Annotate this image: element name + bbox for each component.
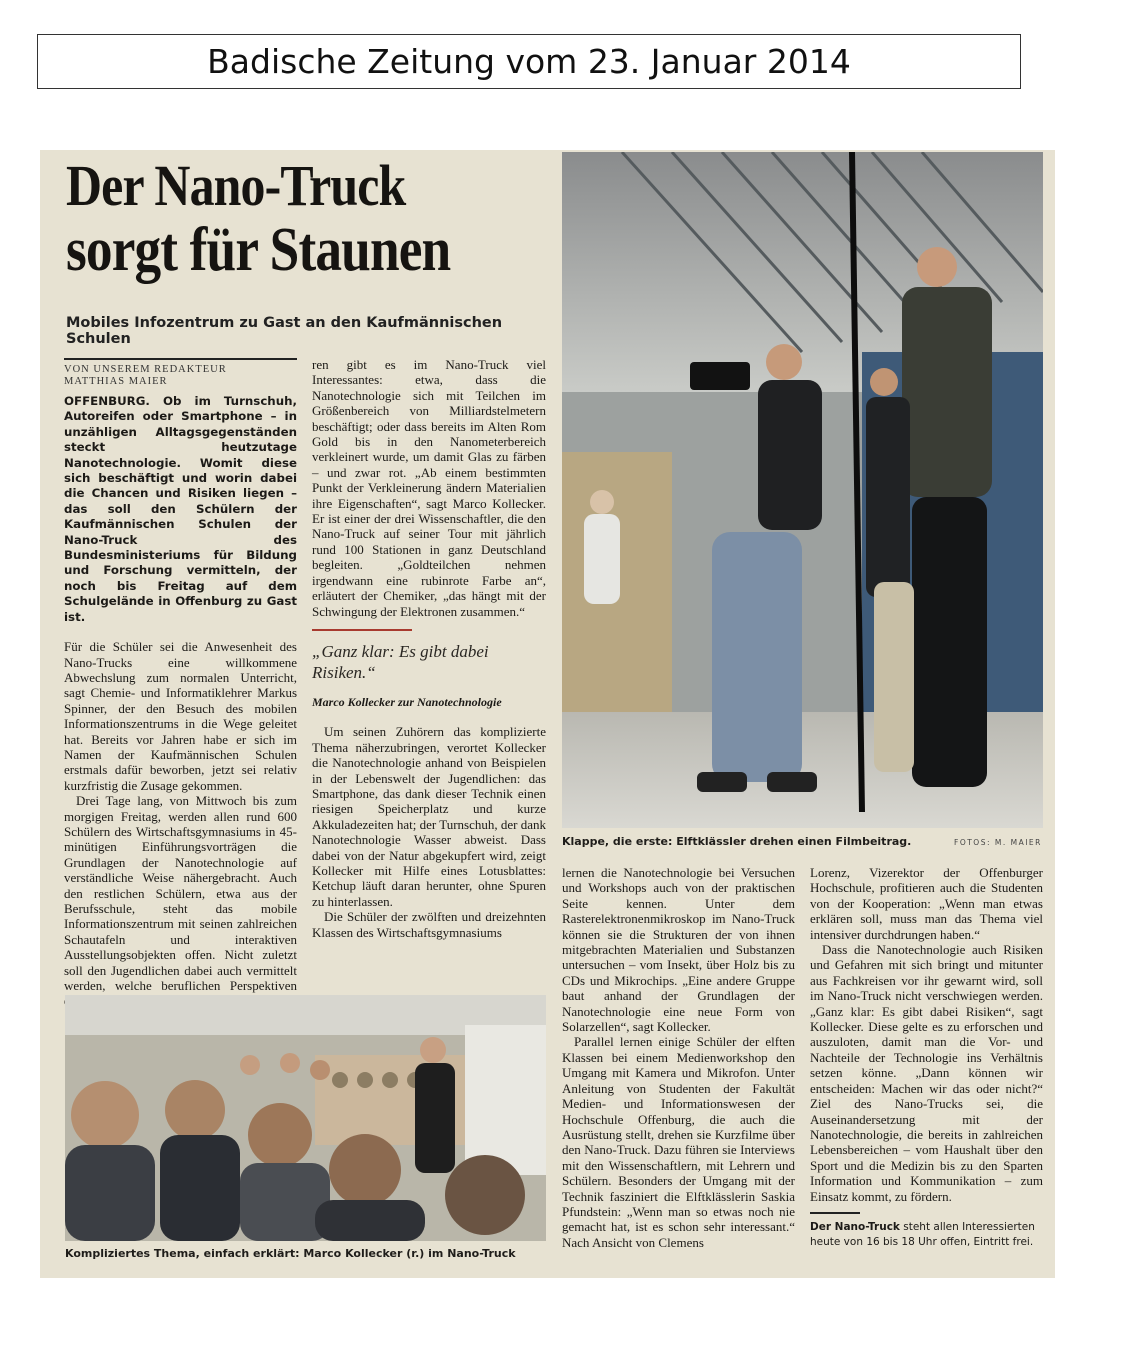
second-photo (65, 995, 546, 1241)
second-photo-image (65, 995, 546, 1241)
quote-rule (312, 629, 412, 631)
paragraph: Die Schüler der zwölften und dreizehnten Klassen des Wirtschaftsgymnasiums (312, 909, 546, 940)
info-box (810, 1220, 1043, 1250)
info-text: steht allen Interessierten heute von 16 bis 18 Uhr offen, Eintritt frei. (810, 1220, 1035, 1248)
byline-rule (64, 358, 297, 360)
article-column-4 (810, 865, 1043, 1250)
pull-quote: „Ganz klar: Es gibt dabei Risiken.“ (312, 641, 489, 682)
lead-paragraph: OFFENBURG. Ob im Turnschuh, Autoreifen oder Smartphone – in unzähligen Alltagsgegenständen steckt heutzutage Nanotechnologie. Womit diese sich beschäftigt und worin dabei die Chancen und Risiken liegen – das soll den Schülern der Kaufmännischen Schulen der Nano-Truck des Bundesministeriums für Bildung und Forschung vermitteln, der noch bis Freitag auf dem Schulgelände in Offenburg zu Gast ist. (64, 394, 297, 624)
clipping-header (37, 34, 1021, 89)
subheadline: Mobiles Infozentrum zu Gast an den Kaufmännischen Schulen (66, 315, 503, 347)
article-column-1 (64, 358, 297, 1009)
paragraph: Lorenz, Vizerektor der Offenburger Hochschule, profitieren auch die Studenten von der Kooperation: „Wenn man etwas erklären soll, muss man das Thema viel intensiver durchdrungen haben.“ (810, 865, 1043, 942)
paragraph: Dass die Nanotechnologie auch Risiken und Gefahren mit sich bringt und mitunter aus Fachkreisen vor ihr gewarnt wird, soll im Nano-Truck nicht verschwiegen werden. „Ganz klar: Es gibt dabei Risiken“, sagt Kollecker. Diese gelte es zu erforschen und auszuloten, damit man die Vor- und Nachteile der Technologie ins Verhältnis setzen könne. „Dann können wir entscheiden: Machen wir das oder nicht?“ Ziel des Nano-Trucks sei, die Auseinandersetzung mit der Nanotechnologie, die bereits in zahlreichen Lebensbereichen – vom Haushalt über den Sport und die Medizin bis zu den Sparten Information und Kommunikation – zum Einsatz kommt, zu fördern. (810, 942, 1043, 1204)
paragraph: Um seinen Zuhörern das komplizierte Thema näherzubringen, verortet Kollecker die Nanotechnologie anhand von Beispielen in der Lebenswelt der Jugendlichen: das Smartphone, das dank dieser Technik einen riesigen Speicherplatz und kurze Akkuladezeiten hat; der Turnschuh, der dank Nanotechnologie Wasser abweist. Dass dabei von der Natur abgekupfert wird, zeigt Kollecker mit Hilfe eines Lotusblattes: Ketchup läuft daran herunter, ohne Spuren zu hinterlassen. (312, 724, 546, 909)
paragraph: Parallel lernen einige Schüler der elften Klassen bei einem Medienworkshop den Umgang mit Kamera und Mikrofon. Unter Anleitung von Studenten der Fakultät Medien- und Informationswesen der Hochschule Offenburg, die auch die Ausrüstung stellt, drehen sie Kurzfilme über den Nano-Truck. Dazu führen sie Interviews mit den Wissenschaftlern, mit Lehrern und Schülern. Besonders der Umgang mit der Technik fasziniert die Elftklässlerin Saskia Pfundstein: „Wenn man so etwas noch nie gemacht hat, ist es schon sehr interessant.“ Nach Ansicht von Clemens (562, 1034, 795, 1250)
paragraph: Drei Tage lang, von Mittwoch bis zum morgigen Freitag, werden allen rund 600 Schülern des Wirtschaftsgymnasiums in 45-minütigen Einführungsvorträgen die Grundlagen der Nanotechnologie auf verständliche Weise nähergebracht. Auch den restlichen Schülern, etwa aus der Berufsschule, steht das mobile Informationszentrum mit seinen zahlreichen Schautafeln und interaktiven Ausstellungsobjekten offen. Nicht zuletzt soll den Jugendlichen dabei auch vermittelt werden, welche beruflichen Perspektiven (64, 793, 297, 994)
info-rule (810, 1212, 860, 1214)
main-photo-image (562, 152, 1043, 828)
newspaper-clipping (40, 150, 1055, 1278)
headline (66, 154, 479, 282)
paragraph: Für die Schüler sei die Anwesenheit des Nano-Trucks eine willkommene Abwechslung zum normalen Unterricht, sagt Chemie- und Informatiklehrer Markus Spinner, der den Besuch des mobilen Informationszentrums in die Wege geleitet hat. Bereits vor Jahren habe er sich im Namen der Kaufmännischen Schulen erstmals dafür beworben, jetzt sei relativ kurzfristig die Zusage gekommen. (64, 639, 297, 793)
byline-author: MATTHIAS MAIER (64, 376, 168, 387)
byline (64, 364, 297, 388)
main-photo (562, 152, 1043, 828)
main-photo-caption: Klappe, die erste: Elftklässler drehen einen Filmbeitrag. (562, 835, 912, 848)
photo-credit: FOTOS: M. MAIER (954, 838, 1042, 847)
clipping-title: Badische Zeitung vom 23. Januar 2014 (207, 42, 851, 81)
paragraph: ren gibt es im Nano-Truck viel Interessantes: etwa, dass die Nanotechnologie sich mit Teilchen im Größenbereich von Milliardstelmetern beschäftigt; oder dass bereits im Alten Rom Gold bis in den Nanometerbereich verkleinert wurde, um damit Glas zu färben – und zwar rot. „Ab einem bestimmten Punkt der Verkleinerung ändern Materialien ihre Eigenschaften“, sagt Marco Kollecker. Er ist einer der drei Wissenschaftler, die den Nano-Truck auf seiner Tour mit jährlich rund 100 Stationen in ganz Deutschland begleiten. „Goldteilchen nehmen irgendwann eine rubinrote Farbe an“, erläutert der Chemiker, „das hängt mit der Schwingung der Elektronen zusammen.“ (312, 357, 546, 619)
pull-quote-attribution: Marco Kollecker zur Nanotechnologie (312, 694, 502, 709)
byline-role: VON UNSEREM REDAKTEUR (64, 364, 227, 375)
article-column-3 (562, 865, 795, 1250)
headline-line-2: sorgt für Staunen (66, 216, 451, 284)
second-photo-caption: Kompliziertes Thema, einfach erklärt: Marco Kollecker (r.) im Nano-Truck (65, 1247, 516, 1260)
headline-line-1: Der Nano-Truck (66, 153, 406, 218)
paragraph: lernen die Nanotechnologie bei Versuchen und Workshops auch von der praktischen Seite kennen. Unter dem Rasterelektronenmikroskop im Nano-Truck können sie die Strukturen der von ihnen mitgebrachten Materialien und Substanzen untersuchen – vom Insekt, über Holz bis zu CDs und Mikrochips. „Eine andere Gruppe baut anhand der Grundlagen der Nanotechnologie eine neue Form von Solarzellen“, sagt Kollecker. (562, 865, 795, 1035)
article-column-2 (312, 357, 546, 940)
info-title: Der Nano-Truck (810, 1220, 900, 1233)
